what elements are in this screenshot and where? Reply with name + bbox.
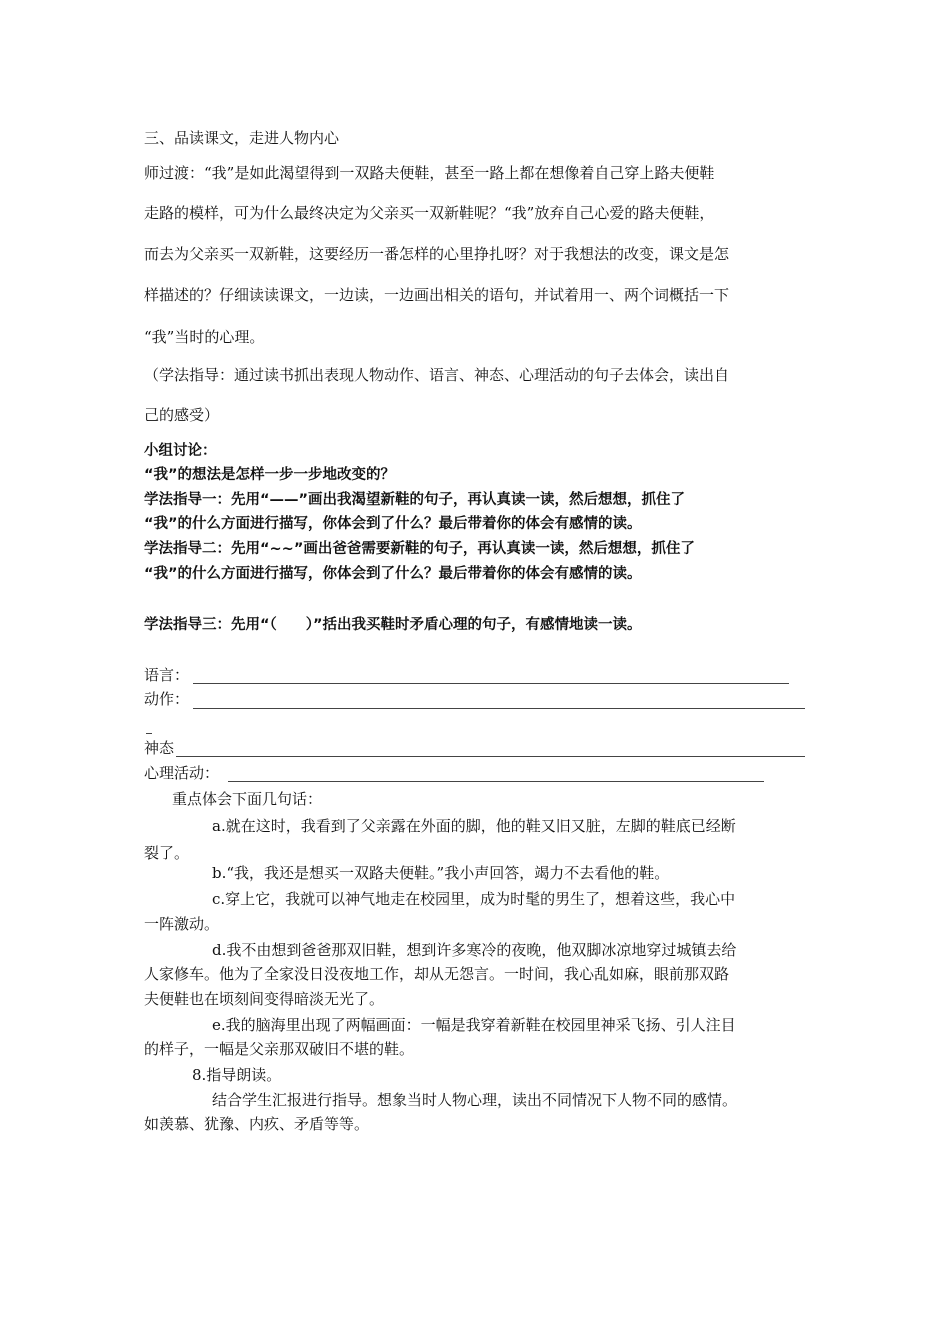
study-guide-2-line-2: “我”的什么方面进行描写，你体会到了什么？最后带着你的体会有感情的读。 [144, 566, 642, 582]
study-guide-2-line-1: 学法指导二：先用“~~”画出爸爸需要新鞋的句子，再认真读一读，然后想想，抓住了 [144, 541, 695, 557]
field-line-language [193, 683, 789, 684]
group-discussion-heading: 小组讨论： [144, 443, 217, 459]
key-sentence-e-line-2: 的样子，一幅是父亲那双破旧不堪的鞋。 [144, 1040, 415, 1058]
study-guide-3: 学法指导三：先用“（ ）”括出我买鞋时矛盾心理的句子，有感情地读一读。 [144, 617, 642, 633]
field-line-action-wrap [146, 733, 152, 734]
study-guide-1-line-1: 学法指导一：先用“——”画出我渴望新鞋的句子，再认真读一读，然后想想，抓住了 [144, 492, 686, 508]
guided-reading-line-1: 结合学生汇报进行指导。想象当时人物心理，读出不同情况下人物不同的感情。 [212, 1091, 738, 1109]
teacher-transition-line-1: 师过渡：“我”是如此渴望得到一双路夫便鞋，甚至一路上都在想像着自己穿上路夫便鞋 [144, 164, 715, 182]
field-label-psychology: 心理活动： [144, 764, 220, 782]
study-guide-note-line-1: （学法指导：通过读书抓出表现人物动作、语言、神态、心理活动的句子去体会，读出自 [144, 366, 730, 384]
field-line-expression [176, 756, 805, 757]
teacher-transition-line-3: 而去为父亲买一双新鞋，这要经历一番怎样的心里挣扎呀？对于我想法的改变，课文是怎 [144, 245, 730, 263]
teacher-transition-line-5: “我”当时的心理。 [144, 328, 265, 346]
key-sentence-e-line-1: e.我的脑海里出现了两幅画面：一幅是我穿着新鞋在校园里神采飞扬、引人注目 [212, 1016, 736, 1034]
field-line-psychology [228, 781, 764, 782]
teacher-transition-line-2: 走路的模样，可为什么最终决定为父亲买一双新鞋呢？“我”放弃自己心爱的路夫便鞋， [144, 204, 715, 222]
section-title: 三、品读课文，走进人物内心 [144, 129, 340, 147]
key-sentence-d-line-2: 人家修车。他为了全家没日没夜地工作，却从无怨言。一时间，我心乱如麻，眼前那双路 [144, 965, 730, 983]
field-label-expression: 神态 [144, 739, 175, 757]
key-sentence-a-line-2: 裂了。 [144, 844, 190, 862]
key-sentence-d-line-3: 夫便鞋也在顷刻间变得暗淡无光了。 [144, 990, 385, 1008]
guided-reading-heading: 8.指导朗读。 [192, 1066, 282, 1084]
teacher-transition-line-4: 样描述的？仔细读读课文，一边读，一边画出相关的语句，并试着用一、两个词概括一下 [144, 286, 730, 304]
field-line-action [193, 708, 805, 709]
field-label-action: 动作： [144, 690, 190, 708]
key-sentence-c-line-1: c.穿上它，我就可以神气地走在校园里，成为时髦的男生了，想着这些，我心中 [212, 890, 736, 908]
group-discussion-question: “我”的想法是怎样一步一步地改变的？ [144, 467, 396, 483]
study-guide-note-line-2: 己的感受） [144, 406, 220, 424]
key-sentences-intro: 重点体会下面几句话： [172, 790, 323, 808]
key-sentence-b-line-1: b.“我，我还是想买一双路夫便鞋。”我小声回答，竭力不去看他的鞋。 [212, 864, 670, 882]
key-sentence-d-line-1: d.我不由想到爸爸那双旧鞋，想到许多寒冷的夜晚，他双脚冰凉地穿过城镇去给 [212, 941, 737, 959]
guided-reading-line-2: 如羡慕、犹豫、内疚、矛盾等等。 [144, 1115, 370, 1133]
study-guide-1-line-2: “我”的什么方面进行描写，你体会到了什么？最后带着你的体会有感情的读。 [144, 516, 642, 532]
key-sentence-a-line-1: a.就在这时，我看到了父亲露在外面的脚，他的鞋又旧又脏，左脚的鞋底已经断 [212, 817, 736, 835]
key-sentence-c-line-2: 一阵激动。 [144, 915, 220, 933]
field-label-language: 语言： [144, 666, 190, 684]
